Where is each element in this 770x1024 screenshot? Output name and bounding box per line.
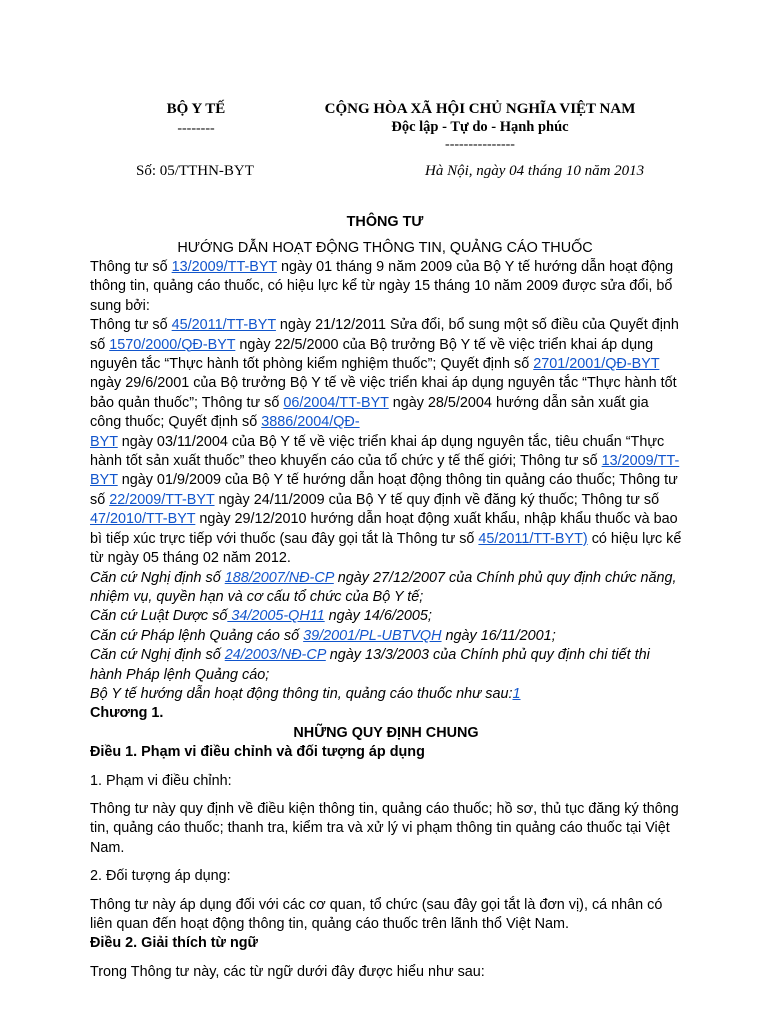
link-22-2009-tt-byt[interactable]: 22/2009/TT-BYT bbox=[109, 491, 215, 508]
article-1-clause-1: 1. Phạm vi điều chỉnh: bbox=[90, 772, 232, 789]
link-3886-2004-qd-byt[interactable]: 3886/2004/QĐ- bbox=[261, 414, 360, 431]
chapter-label: Chương 1. bbox=[90, 705, 164, 722]
text-run: ngày 16/11/2001; bbox=[441, 627, 556, 644]
legal-basis-4 bbox=[90, 646, 682, 685]
text-run: Căn cứ Nghị định số bbox=[90, 647, 225, 664]
text-run: Căn cứ Pháp lệnh Quảng cáo số bbox=[90, 627, 304, 644]
document-number: Số: 05/TTHN-BYT bbox=[136, 163, 254, 179]
link-3886-2004-qd-byt-cont[interactable]: BYT bbox=[90, 433, 118, 450]
issuing-agency: BỘ Y TẾ bbox=[166, 101, 226, 117]
text-run: ngày 28/5/2004 hướng dẫn sản xuất gia công thuốc; Quyết định số bbox=[90, 394, 649, 431]
link-13-2009-tt-byt-2[interactable]: 13/2009/TT-BYT bbox=[90, 453, 680, 489]
text-run: Bộ Y tế hướng dẫn hoạt động thông tin, quảng cáo thuốc như sau: bbox=[90, 685, 513, 702]
text-run: ngày 27/12/2007 của Chính phủ quy định chức năng, nhiệm vụ, quyền hạn và cơ cấu tổ chức của Bộ Y tế; bbox=[90, 569, 677, 605]
enacting-clause bbox=[90, 685, 682, 704]
text-run: ngày 21/12/2011 Sửa đổi, bổ sung một số điều của Quyết định số bbox=[90, 317, 679, 353]
text-run: ngày 14/6/2005; bbox=[324, 608, 432, 625]
national-motto: Độc lập - Tự do - Hạnh phúc bbox=[391, 119, 569, 135]
agency-separator: -------- bbox=[177, 121, 215, 136]
document-subject: HƯỚNG DẪN HOẠT ĐỘNG THÔNG TIN, QUẢNG CÁO THUỐC bbox=[177, 240, 593, 256]
link-24-2003-nd-cp[interactable]: 24/2003/NĐ-CP bbox=[224, 647, 326, 664]
text-run: ngày 29/6/2001 của Bộ trưởng Bộ Y tế về việc triển khai áp dụng nguyên tắc “Thực hành tốt bảo quản thuốc”; Thông tư số bbox=[90, 375, 677, 411]
text-run: ngày 03/11/2004 của Bộ Y tế về việc triển khai áp dụng nguyên tắc, tiêu chuẩn “Thực hành tốt sản xuất thuốc” theo khuyến cáo của tổ chức y tế thế giới; Thông tư số bbox=[90, 433, 665, 470]
article-1-clause-2: 2. Đối tượng áp dụng: bbox=[90, 868, 231, 885]
link-2701-2001-qd-byt[interactable]: 2701/2001/QĐ-BYT bbox=[533, 356, 660, 373]
text-run: ngày 22/5/2000 của Bộ trưởng Bộ Y tế về việc triển khai áp dụng nguyên tắc “Thực hành tốt phòng kiểm nghiệm thuốc”; Quyết định số bbox=[90, 336, 654, 373]
document-body bbox=[90, 258, 682, 982]
legal-basis-2 bbox=[90, 607, 682, 626]
article-1-clause-1-text: Thông tư này quy định về điều kiện thông tin, quảng cáo thuốc; hồ sơ, thủ tục đăng ký thông tin, quảng cáo thuốc; thanh tra, kiểm tra và xử lý vi phạm thông tin quảng cáo thuốc tại Việt Nam. bbox=[90, 800, 679, 856]
link-39-2001-pl-ubtvqh[interactable]: 39/2001/PL-UBTVQH bbox=[303, 627, 442, 644]
text-run: ngày 01 tháng 9 năm 2009 của Bộ Y tế hướng dẫn hoạt động thông tin, quảng cáo thuốc, có hiệu lực kể từ ngày 15 tháng 10 năm 2009 được sửa đổi, bổ sung bởi: bbox=[90, 259, 674, 314]
text-run: Căn cứ Luật Dược số bbox=[90, 608, 228, 625]
link-45-2011-tt-byt-2[interactable]: 45/2011/TT-BYT) bbox=[478, 530, 588, 547]
document-type: THÔNG TƯ bbox=[346, 214, 424, 230]
text-run: Thông tư số bbox=[90, 317, 172, 334]
text-run: ngày 01/9/2009 của Bộ Y tế hướng dẫn hoạt động thông tin quảng cáo thuốc; Thông tư số bbox=[90, 472, 678, 508]
link-45-2011-tt-byt[interactable]: 45/2011/TT-BYT bbox=[171, 317, 276, 334]
link-06-2004-tt-byt[interactable]: 06/2004/TT-BYT bbox=[283, 394, 389, 411]
national-title: CỘNG HÒA XÃ HỘI CHỦ NGHĨA VIỆT NAM bbox=[324, 101, 636, 117]
intro-paragraph-2 bbox=[90, 316, 682, 568]
link-34-2005-qh11[interactable]: 34/2005-QH11 bbox=[227, 608, 325, 625]
text-run: ngày 24/11/2009 của Bộ Y tế quy định về đăng ký thuốc; Thông tư số bbox=[214, 491, 660, 508]
link-188-2007-nd-cp[interactable]: 188/2007/NĐ-CP bbox=[224, 569, 334, 586]
text-run: ngày 29/12/2010 hướng dẫn hoạt động xuất khẩu, nhập khẩu thuốc và bao bì tiếp xúc trực tiếp với thuốc (sau đây gọi tắt là Thông tư số bbox=[90, 511, 678, 547]
chapter-title: NHỮNG QUY ĐỊNH CHUNG bbox=[293, 724, 479, 741]
article-1-heading: Điều 1. Phạm vi điều chỉnh và đối tượng áp dụng bbox=[90, 744, 425, 761]
place-date: Hà Nội, ngày 04 tháng 10 năm 2013 bbox=[425, 163, 645, 179]
article-1-clause-2-text: Thông tư này áp dụng đối với các cơ quan, tổ chức (sau đây gọi tắt là đơn vị), cá nhân có liên quan đến hoạt động thông tin, quảng cáo thuốc trên lãnh thổ Việt Nam. bbox=[90, 896, 663, 932]
text-run: ngày 13/3/2003 của Chính phủ quy định chi tiết thi hành Pháp lệnh Quảng cáo; bbox=[90, 647, 650, 683]
link-1570-2000-qd-byt[interactable]: 1570/2000/QĐ-BYT bbox=[109, 336, 236, 353]
intro-paragraph-1 bbox=[90, 258, 682, 316]
article-2-text: Trong Thông tư này, các từ ngữ dưới đây được hiểu như sau: bbox=[90, 963, 485, 980]
legal-basis-3 bbox=[90, 627, 682, 646]
legal-basis-1 bbox=[90, 569, 682, 608]
article-2-heading: Điều 2. Giải thích từ ngữ bbox=[90, 935, 258, 952]
link-13-2009-tt-byt[interactable]: 13/2009/TT-BYT bbox=[171, 259, 277, 275]
text-run: Căn cứ Nghị định số bbox=[90, 569, 225, 586]
motto-separator: --------------- bbox=[445, 137, 515, 152]
text-run: có hiệu lực kể từ ngày 05 tháng 02 năm 2012. bbox=[90, 530, 682, 567]
link-47-2010-tt-byt[interactable]: 47/2010/TT-BYT bbox=[90, 511, 196, 528]
footnote-link-1[interactable]: 1 bbox=[512, 685, 521, 702]
text-run: Thông tư số bbox=[90, 259, 172, 275]
